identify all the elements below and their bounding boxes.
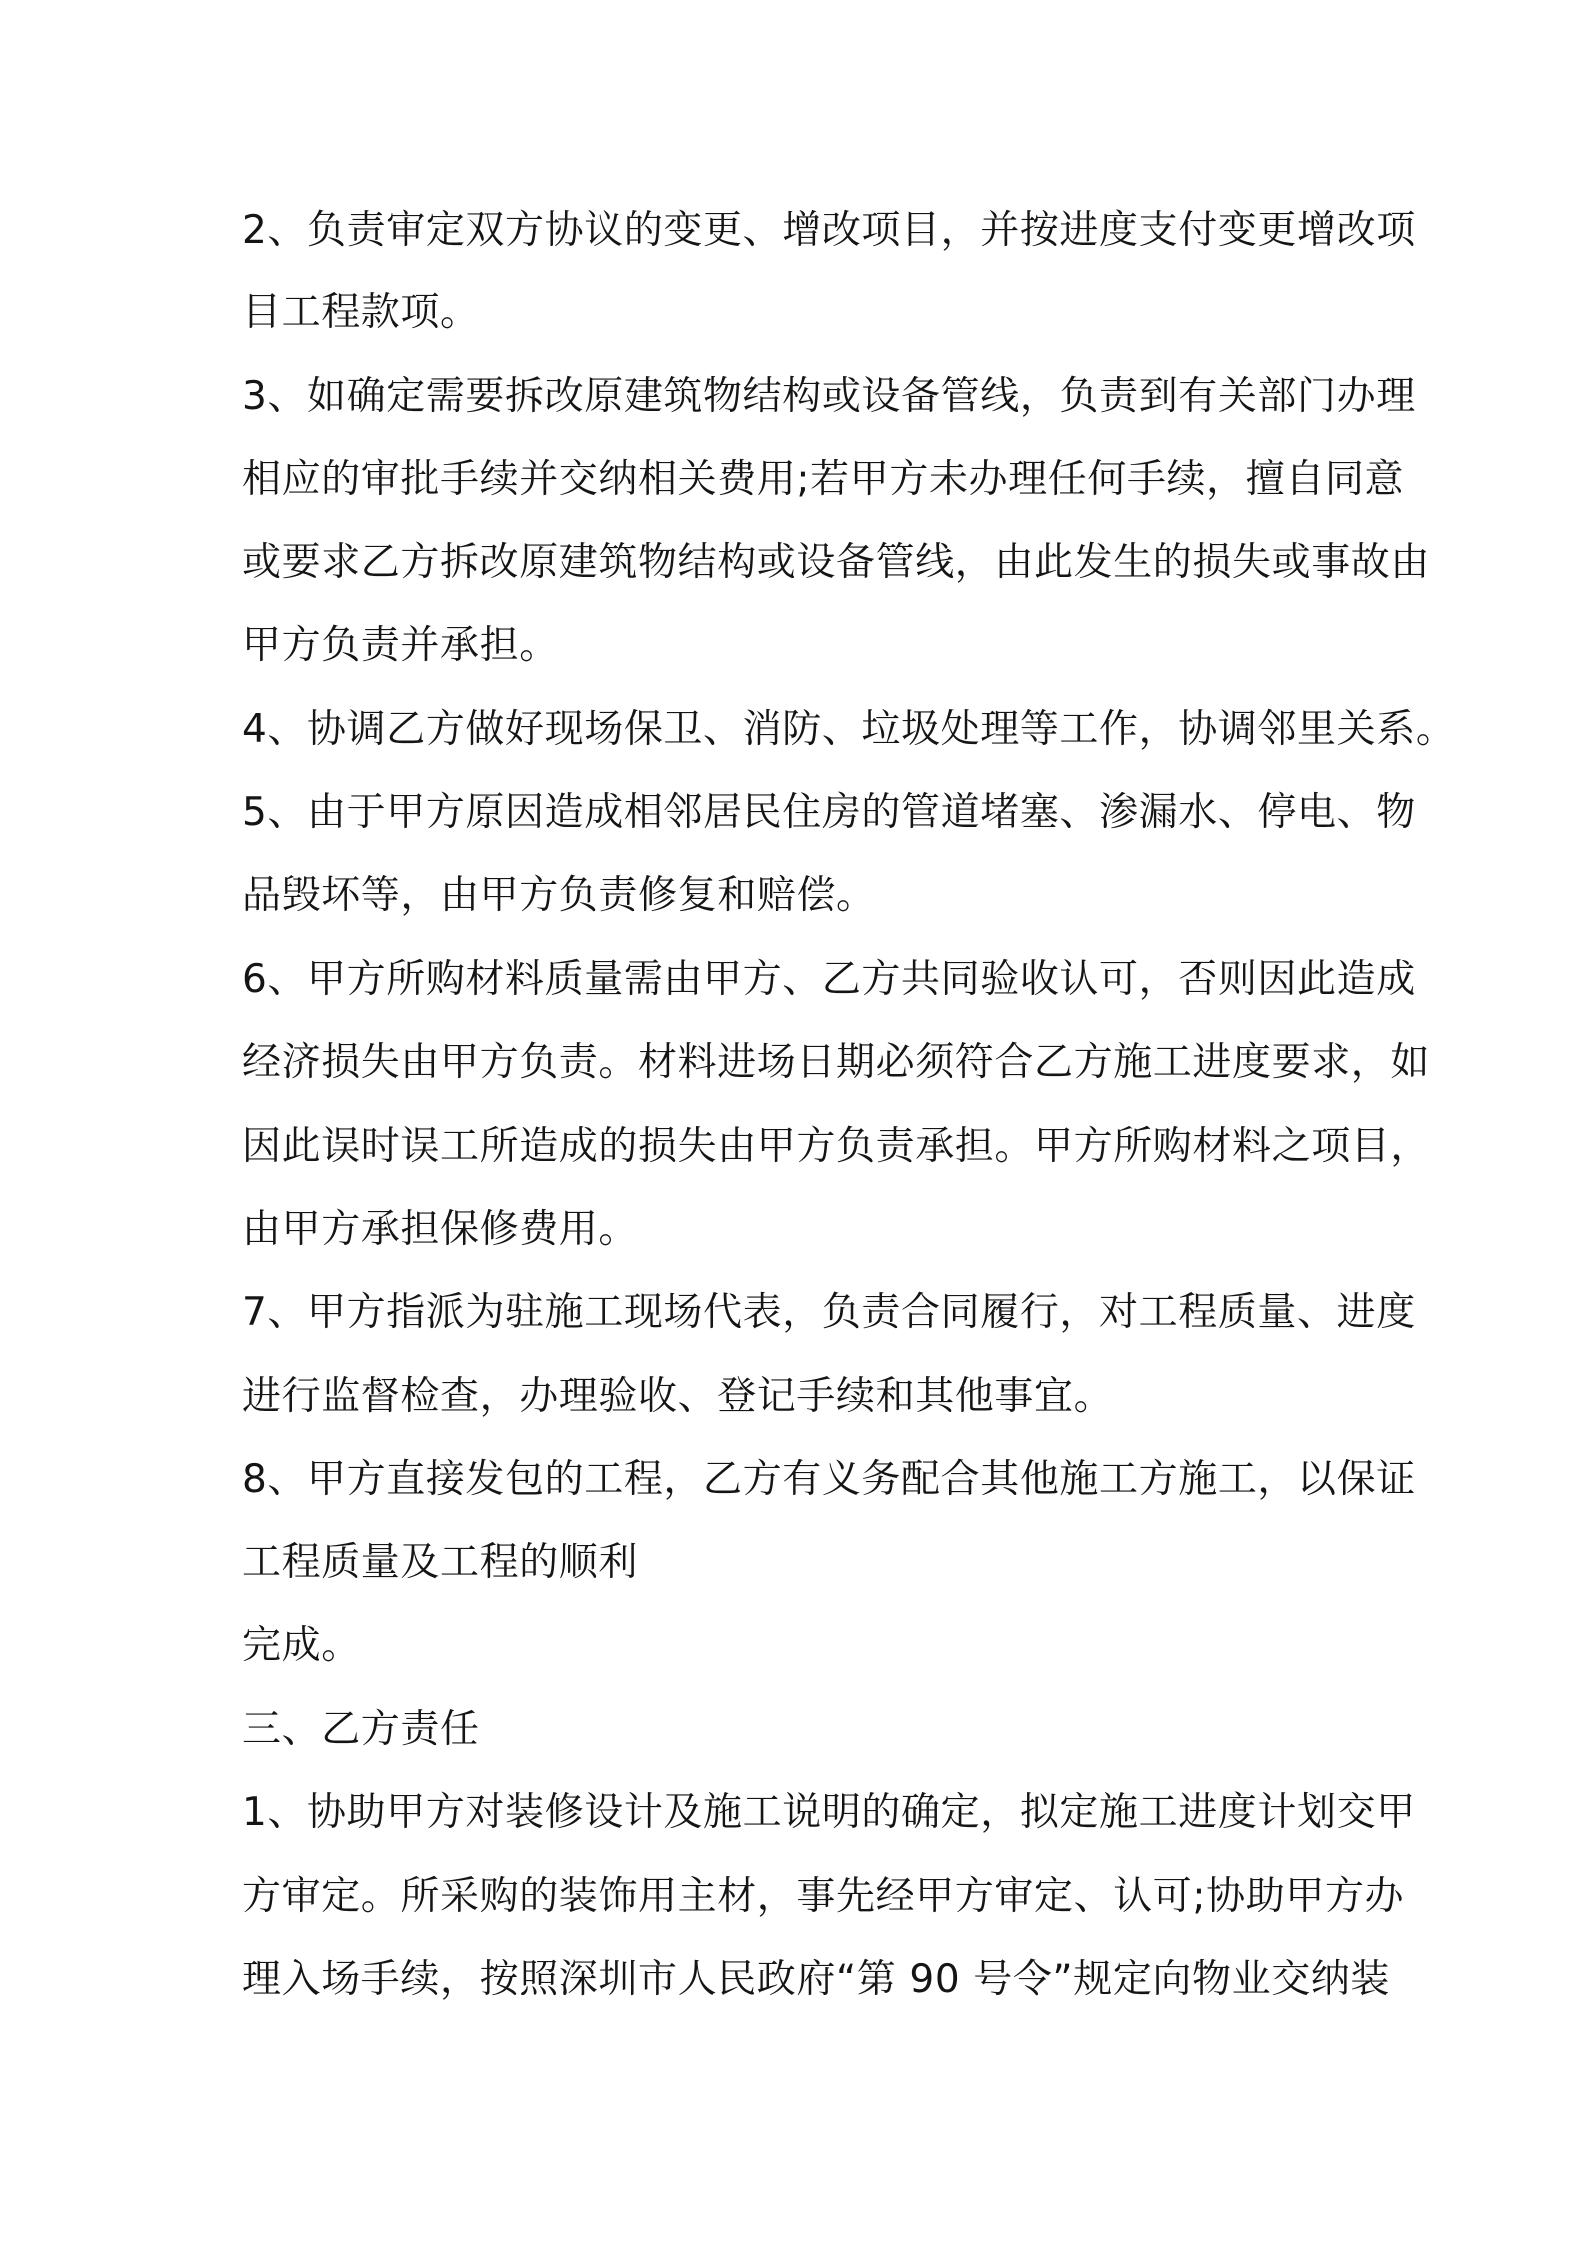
- paragraph-3-line-2: 相应的审批手续并交纳相关费用;若甲方未办理任何手续，擅自同意: [242, 457, 1405, 502]
- paragraph-6-line-1: 6、甲方所购材料质量需由甲方、乙方共同验收认可，否则因此造成: [242, 957, 1416, 1002]
- paragraph-8-line-2: 工程质量及工程的顺利: [242, 1540, 639, 1585]
- paragraph-2-line-1: 2、负责审定双方协议的变更、增改项目，并按进度支付变更增改项: [242, 208, 1416, 253]
- paragraph-b1-line-3: 理入场手续，按照深圳市人民政府“第 90 号令”规定向物业交纳装: [242, 1957, 1391, 2002]
- paragraph-b1-line-2: 方审定。所采购的装饰用主材，事先经甲方审定、认可;协助甲方办: [242, 1874, 1405, 1919]
- section-heading: 三、乙方责任: [242, 1707, 480, 1752]
- paragraph-8-line-1: 8、甲方直接发包的工程，乙方有义务配合其他施工方施工，以保证: [242, 1457, 1416, 1502]
- paragraph-3-line-3: 或要求乙方拆改原建筑物结构或设备管线，由此发生的损失或事故由: [242, 540, 1431, 585]
- paragraph-8-line-3: 完成。: [242, 1623, 361, 1668]
- paragraph-6-line-4: 由甲方承担保修费用。: [242, 1207, 639, 1252]
- paragraph-5-line-1: 5、由于甲方原因造成相邻居民住房的管道堵塞、渗漏水、停电、物: [242, 790, 1416, 835]
- paragraph-3-line-1: 3、如确定需要拆改原建筑物结构或设备管线，负责到有关部门办理: [242, 374, 1416, 419]
- paragraph-b1-line-1: 1、协助甲方对装修设计及施工说明的确定，拟定施工进度计划交甲: [242, 1790, 1416, 1835]
- paragraph-6-line-3: 因此误时误工所造成的损失由甲方负责承担。甲方所购材料之项目，: [242, 1124, 1431, 1169]
- paragraph-7-line-2: 进行监督检查，办理验收、登记手续和其他事宜。: [242, 1374, 1114, 1419]
- paragraph-4-line-1: 4、协调乙方做好现场保卫、消防、垃圾处理等工作，协调邻里关系。: [242, 707, 1456, 752]
- paragraph-7-line-1: 7、甲方指派为驻施工现场代表，负责合同履行，对工程质量、进度: [242, 1290, 1416, 1335]
- paragraph-2-line-2: 目工程款项。: [242, 290, 480, 335]
- paragraph-6-line-2: 经济损失由甲方负责。材料进场日期必须符合乙方施工进度要求，如: [242, 1040, 1431, 1085]
- paragraph-5-line-2: 品毁坏等，由甲方负责修复和赔偿。: [242, 873, 876, 918]
- paragraph-3-line-4: 甲方负责并承担。: [242, 623, 559, 668]
